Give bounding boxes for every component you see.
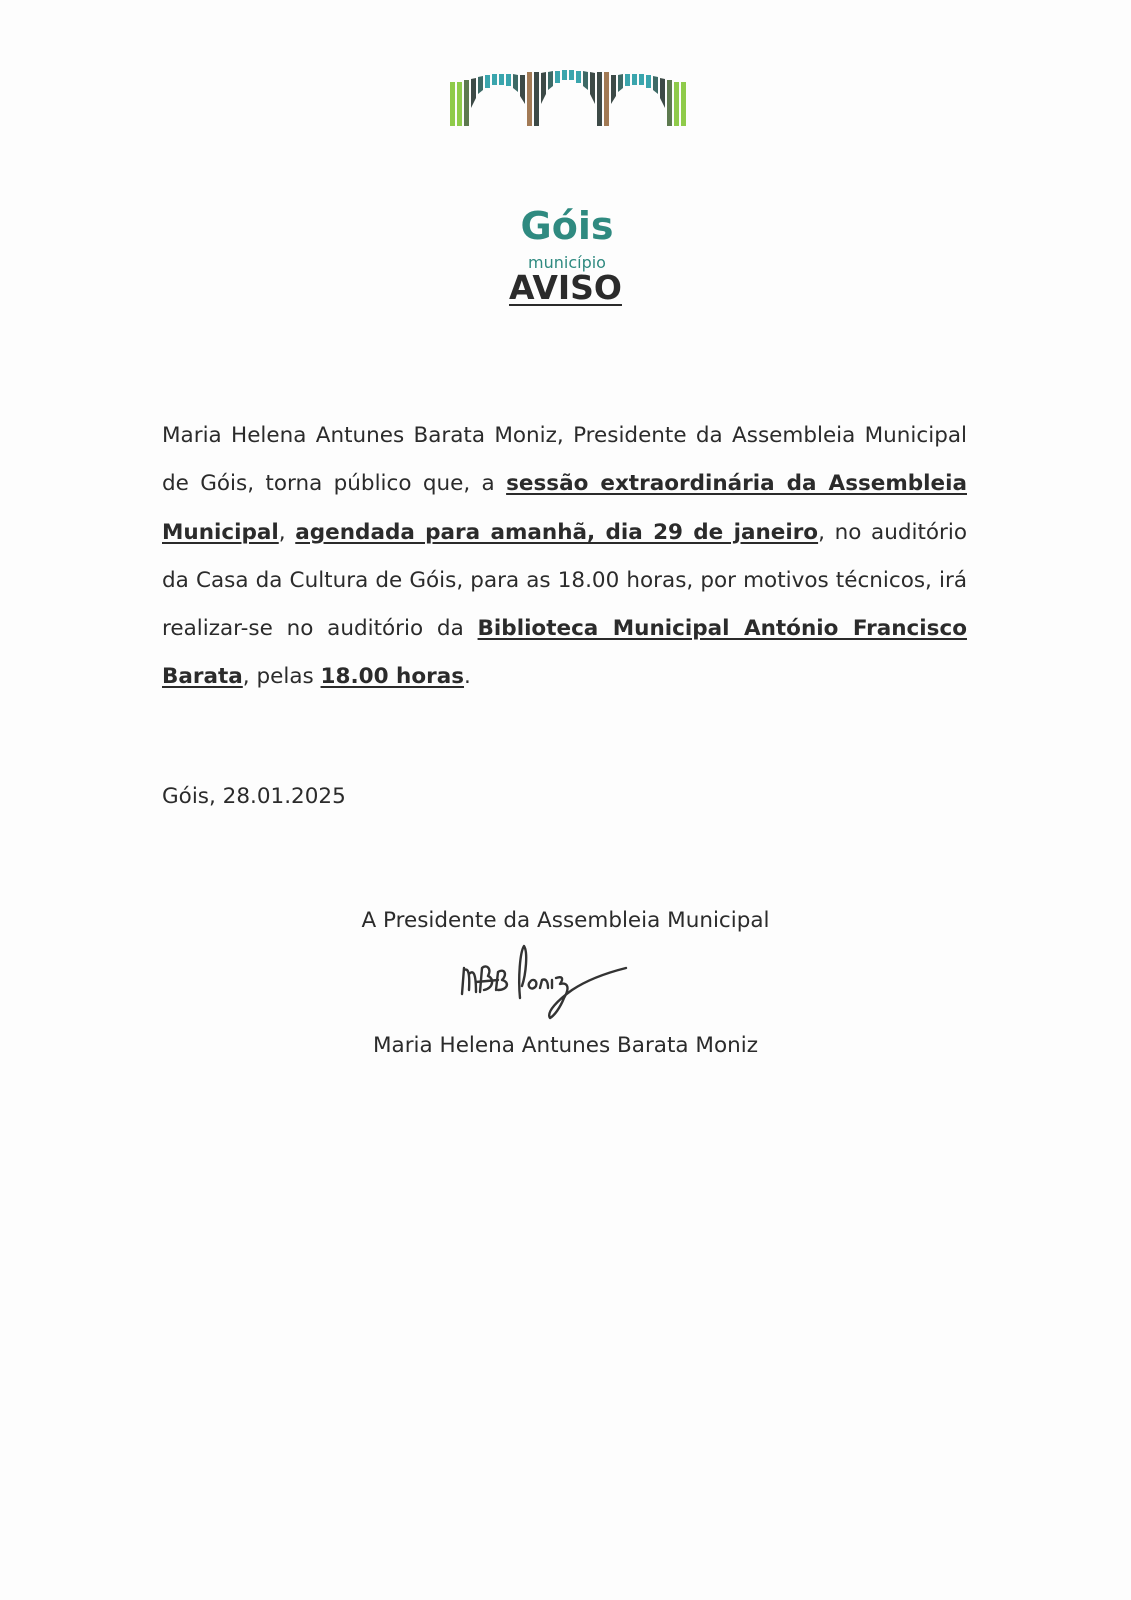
municipality-logo [448, 68, 686, 272]
document-title [0, 266, 1131, 310]
logo-subtitle: município [528, 253, 606, 272]
body-text-4: , pelas [242, 664, 321, 690]
bridge-logo-icon [448, 68, 686, 132]
body-text-1: Maria Helena Antunes Barata Moniz, Presidente da Assembleia Municipal de Góis, torna público que, a [162, 423, 967, 497]
body-text-2: , [278, 519, 296, 545]
place-date: Góis, 28.01.2025 [162, 784, 346, 809]
body-text-3: , no auditório da Casa da Cultura de Góis, para as 18.00 horas, por motivos técnicos, irá realizar-se no auditório da [162, 519, 967, 642]
handwritten-signature [450, 938, 640, 1028]
signatory-name: Maria Helena Antunes Barata Moniz [372, 1033, 759, 1058]
body-text-5: . [464, 664, 471, 690]
body-emphasis-venue: Biblioteca Municipal António Francisco Barata [162, 616, 967, 690]
body-emphasis-session: sessão extraordinária da Assembleia Municipal [162, 471, 967, 545]
body-emphasis-date: agendada para amanhã, dia 29 de janeiro [295, 519, 819, 545]
title-text: AVISO [509, 268, 622, 307]
body-emphasis-time: 18.00 horas [320, 664, 465, 690]
signatory-role: A Presidente da Assembleia Municipal [361, 908, 770, 933]
logo-name: Góis [520, 204, 614, 248]
notice-body [162, 412, 967, 702]
signature-icon [450, 938, 640, 1028]
